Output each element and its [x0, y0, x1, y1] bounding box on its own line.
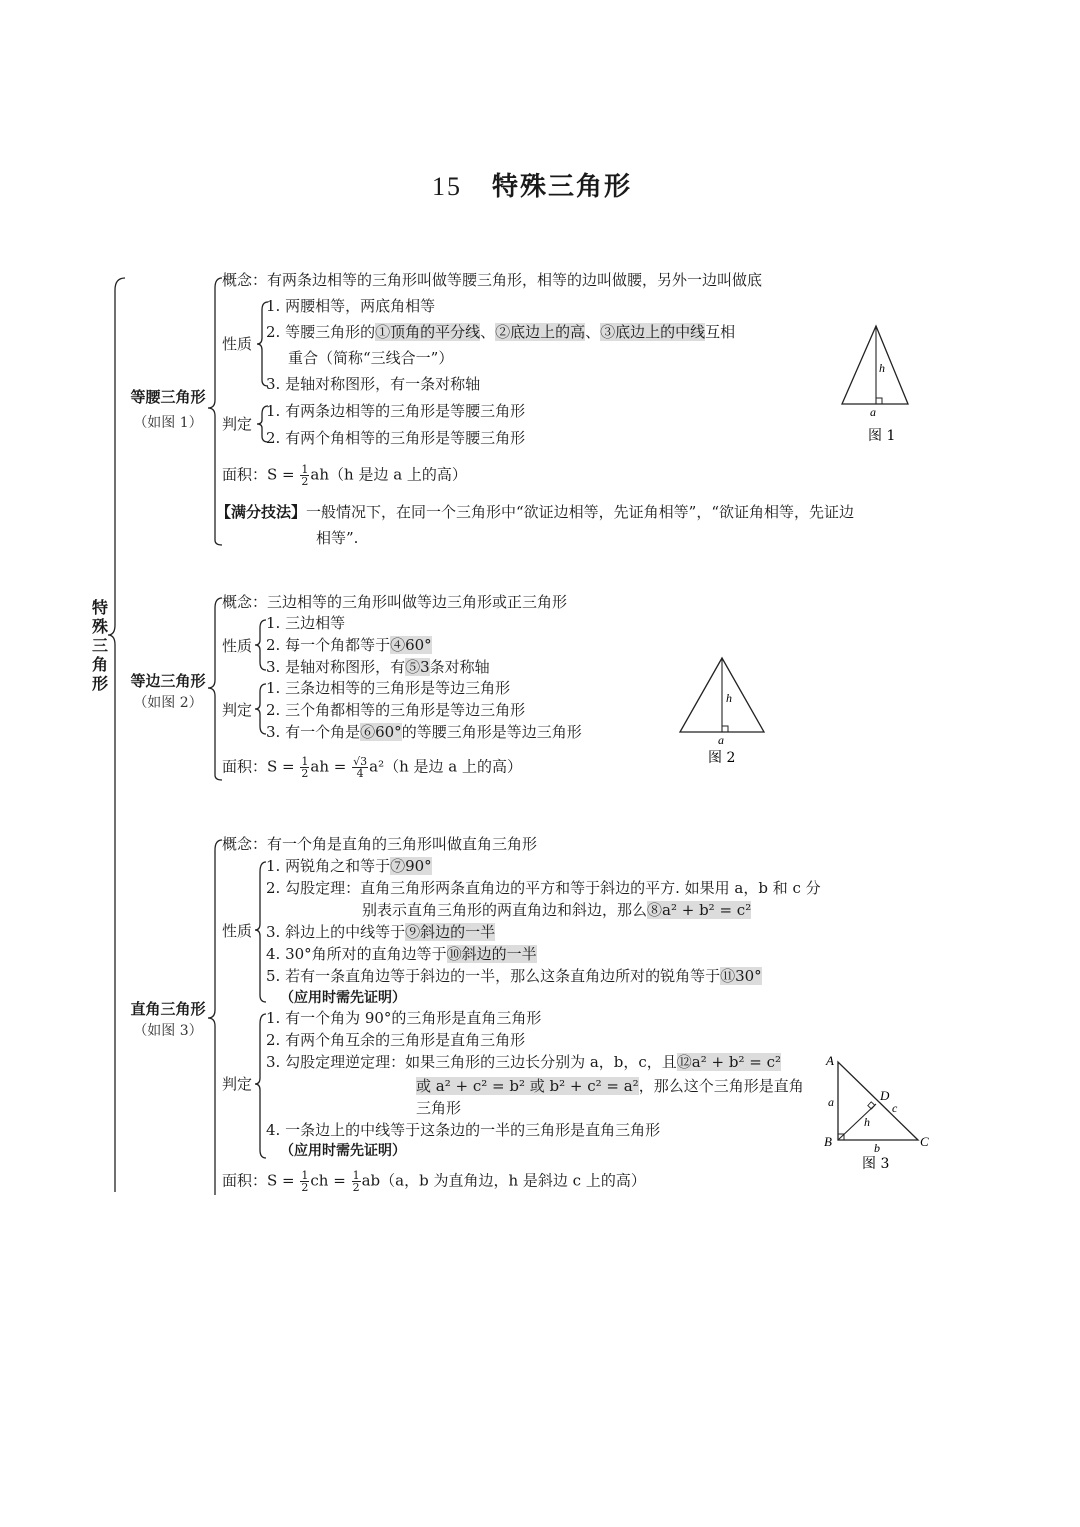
isosceles-answer-3: ③底边上的中线	[600, 323, 706, 341]
isosceles-prop-3: 3. 是轴对称图形，有一条对称轴	[266, 375, 481, 393]
fraction-numerator: 1	[301, 463, 309, 476]
isosceles-tip-line2: 相等”.	[316, 529, 359, 547]
page-title	[432, 166, 632, 203]
fig3-label-A: A	[826, 1053, 834, 1068]
right-judge-3-line3: 三角形	[416, 1099, 462, 1117]
right-prop-2: 2. 勾股定理：直角三角形两条直角边的平方和等于斜边的平方. 如果用 a，b 和 c 分	[266, 879, 821, 897]
right-area-mid: ch =	[310, 1171, 346, 1190]
equilateral-judge-3	[266, 722, 582, 742]
isosceles-prop-1: 1. 两腰相等，两底角相等	[266, 297, 436, 315]
equilateral-heading: 等边三角形	[130, 672, 206, 690]
right-area-prefix: 面积：S =	[222, 1171, 295, 1190]
equilateral-prop-3-suffix: 条对称轴	[429, 658, 490, 676]
isosceles-answer-1: ①顶角的平分线	[375, 323, 481, 341]
right-area-suffix: ab（a，b 为直角边，h 是斜边 c 上的高）	[361, 1171, 646, 1190]
right-prop-1	[266, 856, 432, 876]
right-concept: 概念：有一个角是直角的三角形叫做直角三角形	[222, 835, 538, 853]
isosceles-area	[222, 464, 467, 487]
isosceles-prop-2-suffix: 互相	[705, 323, 736, 341]
right-area-fraction-1	[300, 1170, 309, 1193]
equilateral-prop-1: 1. 三边相等	[266, 614, 346, 632]
right-prop-label: 性质	[222, 922, 253, 940]
right-judge-label: 判定	[222, 1075, 253, 1093]
isosceles-area-prefix: 面积：S =	[222, 465, 295, 484]
isosceles-sep-1: 、	[480, 323, 496, 341]
fraction-denominator: 2	[301, 1181, 309, 1194]
isosceles-judge-2: 2. 有两个角相等的三角形是等腰三角形	[266, 429, 526, 447]
equilateral-area-mid: ah =	[310, 757, 347, 776]
right-answer-12: ⑫a² + b² = c²	[676, 1053, 781, 1071]
right-area	[222, 1170, 646, 1193]
equilateral-concept: 概念：三边相等的三角形叫做等边三角形或正三角形	[222, 593, 568, 611]
fig2-caption: 图 2	[708, 750, 736, 766]
right-prop-5-note: （应用时需先证明）	[280, 990, 406, 1006]
equilateral-area-fraction-2	[352, 756, 368, 779]
right-prop-3	[266, 922, 495, 942]
equilateral-judge-label: 判定	[222, 701, 253, 719]
right-prop-2-line2	[362, 900, 751, 920]
figure-1-isosceles-triangle	[836, 318, 916, 448]
right-answer-10: ⑩斜边的一半	[446, 945, 537, 963]
fig3-label-B: B	[824, 1134, 832, 1149]
right-judge-3	[266, 1052, 781, 1072]
title-number: 15	[432, 172, 462, 201]
right-judge-4-note: （应用时需先证明）	[280, 1143, 406, 1159]
isosceles-judge-label: 判定	[222, 415, 253, 433]
fig3-label-D: D	[880, 1088, 890, 1103]
tip-text: 一般情况下，在同一个三角形中“欲证边相等，先证角相等”，“欲证角相等，先证边	[306, 503, 855, 521]
title-text: 特殊三角形	[492, 172, 633, 202]
figure-3-right-triangle	[816, 1048, 940, 1178]
right-area-fraction-2	[352, 1170, 361, 1193]
isosceles-judge-1: 1. 有两条边相等的三角形是等腰三角形	[266, 402, 526, 420]
right-judge-1: 1. 有一个角为 90°的三角形是直角三角形	[266, 1009, 542, 1027]
equilateral-area-suffix: a²（h 是边 a 上的高）	[369, 757, 523, 776]
root-label: 特殊三角形	[91, 598, 108, 693]
right-prop-4-prefix: 4. 30°角所对的直角边等于	[266, 945, 447, 963]
equilateral-answer-6: ⑥60°	[360, 723, 402, 741]
isosceles-sep-2: 、	[585, 323, 601, 341]
equilateral-area	[222, 756, 522, 779]
equilateral-judge-3-suffix: 的等腰三角形是等边三角形	[401, 723, 582, 741]
fig2-label-a: a	[718, 733, 724, 747]
isosceles-area-fraction	[300, 464, 309, 487]
right-judge-3-prefix: 3. 勾股定理逆定理：如果三角形的三边长分别为 a，b，c，且	[266, 1053, 677, 1071]
fraction-denominator: 4	[356, 767, 364, 780]
fraction-denominator: 2	[301, 767, 309, 780]
isosceles-prop-2-line2: 重合（简称“三线合一”）	[288, 349, 454, 367]
fig2-label-h: h	[726, 691, 732, 705]
figure-2-equilateral-triangle	[672, 650, 772, 770]
isosceles-heading: 等腰三角形	[130, 388, 206, 406]
right-answer-11: ⑪30°	[720, 967, 762, 985]
equilateral-judge-1: 1. 三条边相等的三角形是等边三角形	[266, 679, 511, 697]
isosceles-answer-2: ②底边上的高	[495, 323, 586, 341]
isosceles-tip	[216, 502, 854, 522]
equilateral-answer-4: ④60°	[390, 636, 432, 654]
fraction-numerator: 1	[352, 1169, 360, 1182]
right-prop-2-line2-prefix: 别表示直角三角形的两直角边和斜边，那么	[362, 901, 648, 919]
isosceles-concept: 概念：有两条边相等的三角形叫做等腰三角形，相等的边叫做腰，另外一边叫做底	[222, 271, 763, 289]
equilateral-prop-3	[266, 657, 490, 677]
fig1-label-h: h	[879, 361, 885, 375]
right-answer-9: ⑨斜边的一半	[405, 923, 496, 941]
right-prop-3-prefix: 3. 斜边上的中线等于	[266, 923, 406, 941]
right-prop-5-prefix: 5. 若有一条直角边等于斜边的一半，那么这条直角边所对的锐角等于	[266, 967, 721, 985]
right-answer-8: ⑧a² + b² = c²	[647, 901, 752, 919]
right-judge-4: 4. 一条边上的中线等于这条边的一半的三角形是直角三角形	[266, 1121, 661, 1139]
equilateral-prop-2	[266, 635, 432, 655]
fig3-label-h: h	[864, 1115, 870, 1129]
right-judge-3-suffix: ，那么这个三角形是直角	[638, 1077, 804, 1095]
fraction-denominator: 2	[352, 1181, 360, 1194]
isosceles-area-suffix: ah（h 是边 a 上的高）	[310, 465, 467, 484]
tip-label: 【满分技法】	[216, 503, 307, 521]
right-prop-1-prefix: 1. 两锐角之和等于	[266, 857, 391, 875]
right-judge-3-line2	[416, 1076, 804, 1096]
right-heading: 直角三角形	[130, 1000, 206, 1018]
equilateral-area-fraction-1	[300, 756, 309, 779]
equilateral-prop-2-prefix: 2. 每一个角都等于	[266, 636, 391, 654]
fraction-numerator: √3	[353, 755, 368, 768]
right-fig-ref: （如图 3）	[133, 1023, 203, 1039]
fig3-label-b: b	[874, 1141, 880, 1155]
fraction-denominator: 2	[301, 475, 309, 488]
equilateral-fig-ref: （如图 2）	[133, 695, 203, 711]
fraction-numerator: 1	[301, 1169, 309, 1182]
equilateral-prop-3-prefix: 3. 是轴对称图形，有	[266, 658, 406, 676]
right-prop-5	[266, 966, 762, 986]
fig3-label-a: a	[828, 1095, 834, 1109]
fig3-label-c: c	[892, 1101, 898, 1115]
isosceles-prop-label: 性质	[222, 335, 253, 353]
equilateral-judge-2: 2. 三个角都相等的三角形是等边三角形	[266, 701, 526, 719]
fig1-label-a: a	[870, 405, 876, 419]
equilateral-area-prefix: 面积：S =	[222, 757, 295, 776]
right-answer-12-alt: 或 a² + c² = b² 或 b² + c² = a²	[416, 1077, 639, 1095]
fig3-label-C: C	[920, 1134, 929, 1149]
isosceles-prop-2-prefix: 2. 等腰三角形的	[266, 323, 376, 341]
equilateral-prop-label: 性质	[222, 637, 253, 655]
isosceles-fig-ref: （如图 1）	[133, 415, 203, 431]
right-answer-7: ⑦90°	[390, 857, 432, 875]
fig3-caption: 图 3	[862, 1156, 890, 1172]
equilateral-judge-3-prefix: 3. 有一个角是	[266, 723, 361, 741]
fig1-caption: 图 1	[868, 428, 896, 444]
right-judge-2: 2. 有两个角互余的三角形是直角三角形	[266, 1031, 526, 1049]
equilateral-answer-5: ⑤3	[405, 658, 430, 676]
isosceles-prop-2	[266, 322, 735, 342]
right-prop-4	[266, 944, 537, 964]
fraction-numerator: 1	[301, 755, 309, 768]
